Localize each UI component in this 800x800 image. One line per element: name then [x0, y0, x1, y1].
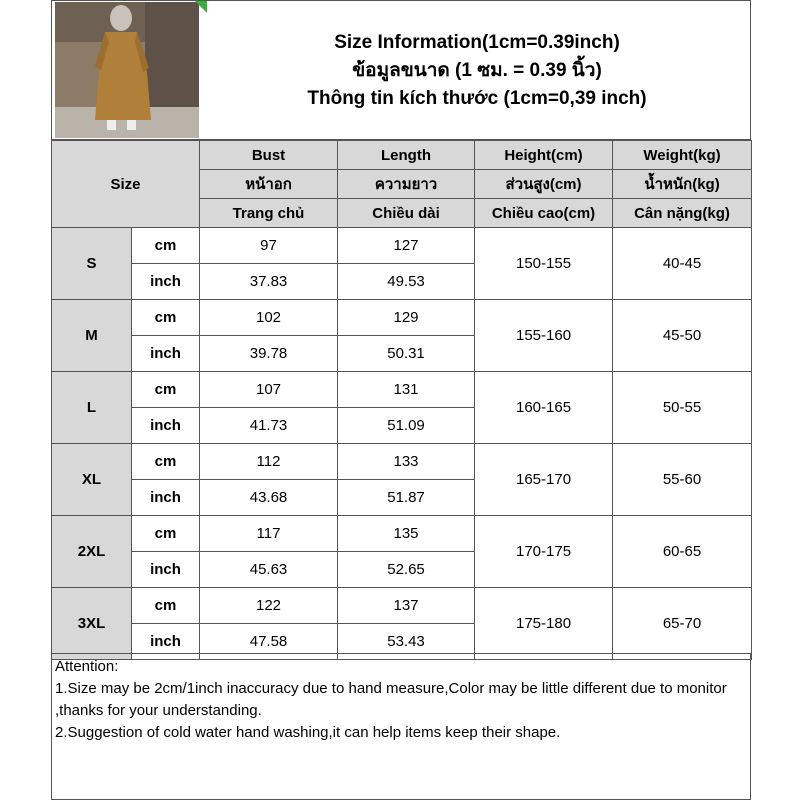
height-header-vi: Chiều cao(cm)	[475, 199, 613, 228]
height-value: 150-155	[475, 228, 613, 300]
attention-notes	[51, 653, 751, 800]
title-vietnamese: Thông tin kích thước (1cm=0,39 inch)	[307, 88, 647, 109]
unit-cm: cm	[132, 228, 200, 264]
table-row	[52, 444, 752, 480]
title-thai: ข้อมูลขนาด (1 ซม. = 0.39 นิ้ว)	[352, 60, 602, 81]
bust-cm-value: 97	[200, 228, 338, 264]
length-inch-value: 52.65	[338, 552, 475, 588]
unit-cm: cm	[132, 516, 200, 552]
weight-value: 50-55	[613, 372, 752, 444]
bust-inch-value: 41.73	[200, 408, 338, 444]
corner-marker	[195, 1, 207, 13]
weight-value: 40-45	[613, 228, 752, 300]
unit-cm: cm	[132, 300, 200, 336]
unit-inch: inch	[132, 624, 200, 660]
attention-note-2: 2.Suggestion of cold water hand washing,it can help items keep their shape.	[55, 724, 561, 741]
length-header-th: ความยาว	[338, 170, 475, 199]
bust-inch-value: 43.68	[200, 480, 338, 516]
unit-cm: cm	[132, 372, 200, 408]
table-row	[52, 372, 752, 408]
unit-cm: cm	[132, 588, 200, 624]
unit-inch: inch	[132, 336, 200, 372]
attention-heading: Attention:	[55, 658, 119, 675]
size-label: XL	[52, 444, 132, 516]
bust-cm-value: 122	[200, 588, 338, 624]
table-row	[52, 516, 752, 552]
unit-inch: inch	[132, 408, 200, 444]
size-label: S	[52, 228, 132, 300]
size-chart-titles	[202, 29, 752, 113]
bust-inch-value: 47.58	[200, 624, 338, 660]
size-label: 2XL	[52, 516, 132, 588]
length-inch-value: 53.43	[338, 624, 475, 660]
table-row	[52, 300, 752, 336]
weight-value: 55-60	[613, 444, 752, 516]
size-column-header: Size	[52, 141, 200, 228]
height-header-en: Height(cm)	[475, 141, 613, 170]
length-header-vi: Chiều dài	[338, 199, 475, 228]
weight-header-en: Weight(kg)	[613, 141, 752, 170]
weight-value: 45-50	[613, 300, 752, 372]
table-row	[52, 228, 752, 264]
unit-inch: inch	[132, 552, 200, 588]
size-chart-header	[51, 0, 751, 140]
bust-inch-value: 39.78	[200, 336, 338, 372]
length-header-en: Length	[338, 141, 475, 170]
attention-note-1: 1.Size may be 2cm/1inch inaccuracy due to hand measure,Color may be little different due to monitor ,thanks for your understanding.	[55, 680, 727, 719]
bust-header-th: หน้าอก	[200, 170, 338, 199]
size-label: L	[52, 372, 132, 444]
bust-inch-value: 37.83	[200, 264, 338, 300]
length-cm-value: 131	[338, 372, 475, 408]
length-cm-value: 135	[338, 516, 475, 552]
size-label: 3XL	[52, 588, 132, 660]
length-cm-value: 127	[338, 228, 475, 264]
bust-cm-value: 107	[200, 372, 338, 408]
weight-value: 65-70	[613, 588, 752, 660]
bust-header-en: Bust	[200, 141, 338, 170]
size-chart-sheet	[51, 0, 751, 800]
height-value: 160-165	[475, 372, 613, 444]
height-value: 165-170	[475, 444, 613, 516]
height-value: 155-160	[475, 300, 613, 372]
weight-header-vi: Cân nặng(kg)	[613, 199, 752, 228]
size-table	[51, 140, 752, 660]
bust-cm-value: 102	[200, 300, 338, 336]
bust-cm-value: 112	[200, 444, 338, 480]
bust-inch-value: 45.63	[200, 552, 338, 588]
table-row	[52, 588, 752, 624]
length-inch-value: 50.31	[338, 336, 475, 372]
unit-inch: inch	[132, 480, 200, 516]
length-inch-value: 51.87	[338, 480, 475, 516]
bust-cm-value: 117	[200, 516, 338, 552]
height-value: 175-180	[475, 588, 613, 660]
size-label: M	[52, 300, 132, 372]
length-cm-value: 129	[338, 300, 475, 336]
length-cm-value: 137	[338, 588, 475, 624]
unit-cm: cm	[132, 444, 200, 480]
height-value: 170-175	[475, 516, 613, 588]
height-header-th: ส่วนสูง(cm)	[475, 170, 613, 199]
bust-header-vi: Trang chủ	[200, 199, 338, 228]
weight-header-th: น้ำหนัก(kg)	[613, 170, 752, 199]
title-english: Size Information(1cm=0.39inch)	[334, 32, 620, 53]
unit-inch: inch	[132, 264, 200, 300]
length-inch-value: 51.09	[338, 408, 475, 444]
product-photo	[55, 2, 199, 138]
length-cm-value: 133	[338, 444, 475, 480]
weight-value: 60-65	[613, 516, 752, 588]
length-inch-value: 49.53	[338, 264, 475, 300]
